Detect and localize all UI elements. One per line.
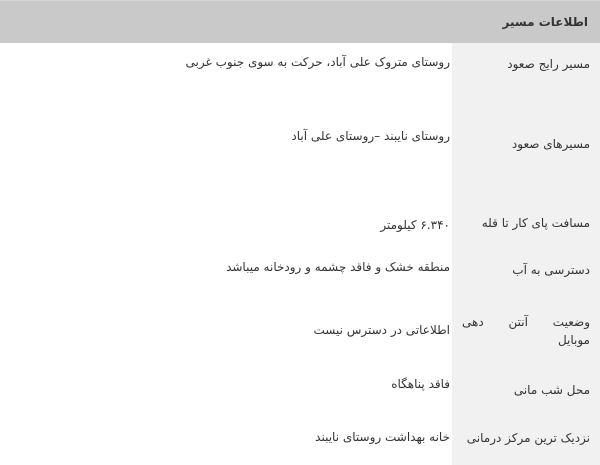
row-value: اطلاعاتی در دسترس نیست	[313, 323, 450, 337]
row-label: دسترسی به آب	[512, 263, 590, 277]
row-label-line1: وضعیت آنتن دهی	[462, 315, 590, 329]
row-label: محل شب مانی	[513, 383, 590, 397]
row-label: مسیرهای صعود	[511, 137, 590, 151]
row-value: روستای متروک علی آباد، حرکت به سوی جنوب غربی	[185, 55, 450, 69]
row-value: فاقد پناهگاه	[391, 377, 450, 391]
panel-header	[0, 0, 600, 43]
panel-title: اطلاعات مسیر	[502, 15, 588, 29]
row-label: مسافت پای کار تا قله	[481, 216, 590, 230]
row-label-line2: موبایل	[557, 333, 590, 347]
row-value: خانه بهداشت روستای نایبند	[315, 430, 450, 444]
row-value: ۶.۳۴۰ کیلومتر	[380, 218, 450, 232]
label-column-bg	[452, 43, 600, 465]
row-value: منطقه خشک و فاقد چشمه و رودخانه میباشد	[226, 260, 450, 274]
row-value: روستای نایبند –روستای علی آباد	[291, 129, 450, 143]
row-label: نزدیک ترین مرکز درمانی	[466, 431, 590, 445]
route-info-table	[0, 43, 600, 465]
row-label: مسیر رایج صعود	[507, 57, 590, 71]
